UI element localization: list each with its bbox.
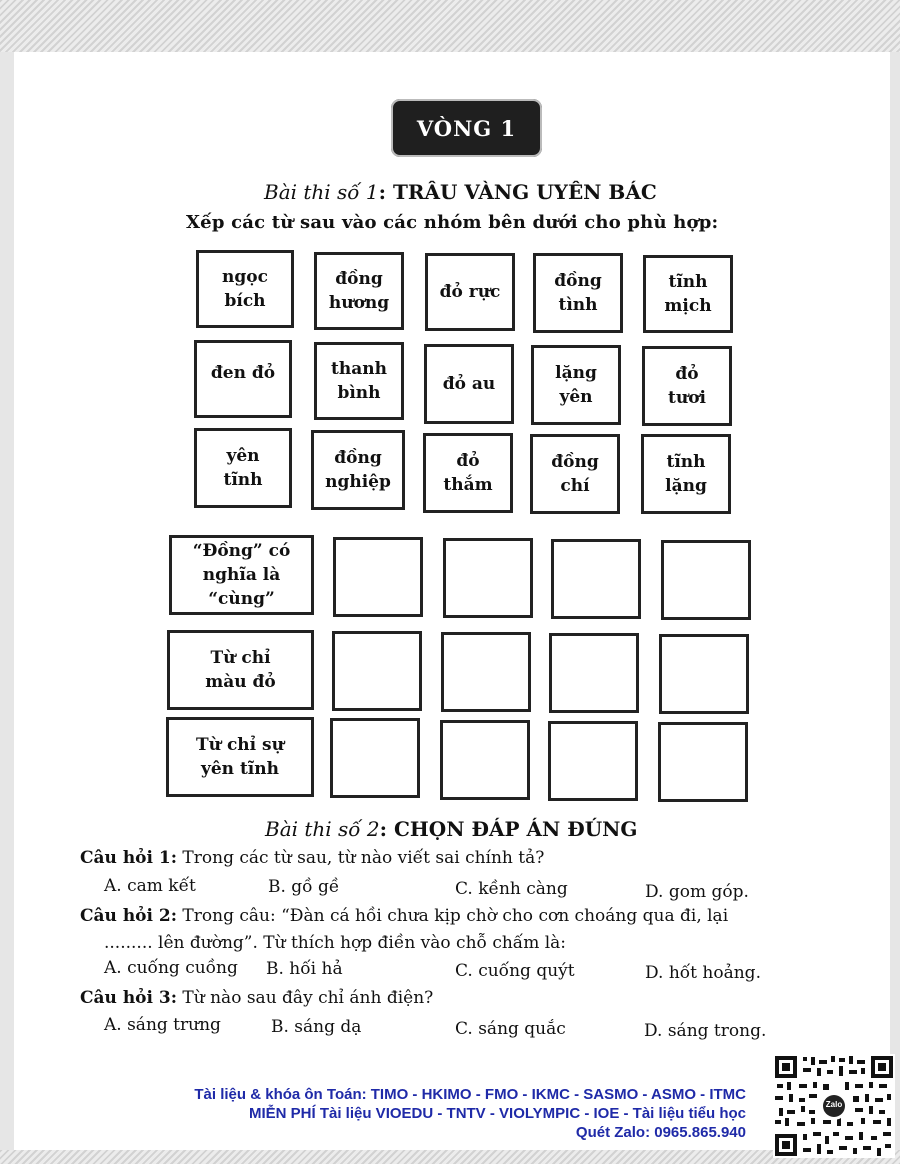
- answer-slot[interactable]: [330, 718, 420, 798]
- answer-slot[interactable]: [333, 537, 423, 617]
- scan-bottom-edge: [0, 1150, 900, 1164]
- word-card[interactable]: tĩnh mịch: [643, 255, 733, 333]
- q1-option-b[interactable]: B. gồ gề: [268, 877, 340, 897]
- word-card[interactable]: yên tĩnh: [194, 428, 292, 508]
- q3-option-a[interactable]: A. sáng trưng: [104, 1015, 221, 1035]
- q2-option-a[interactable]: A. cuống cuồng: [104, 958, 238, 978]
- zalo-logo-label: Zalo: [825, 1100, 843, 1109]
- word-card[interactable]: đồng hương: [314, 252, 404, 330]
- question-2-line2: ......... lên đường”. Từ thích hợp điền vào chỗ chấm là:: [104, 933, 567, 953]
- word-card[interactable]: đồng tình: [533, 253, 623, 333]
- word-card[interactable]: tĩnh lặng: [641, 434, 731, 514]
- word-card[interactable]: đỏ rực: [425, 253, 515, 331]
- word-card[interactable]: đen đỏ: [194, 340, 292, 418]
- promo-line-2: MIỄN PHÍ Tài liệu VIOEDU - TNTV - VIOLYMPIC - IOE - Tài liệu tiểu học: [249, 1105, 746, 1122]
- answer-slot[interactable]: [548, 721, 638, 801]
- q2-option-c[interactable]: C. cuống quýt: [455, 961, 575, 981]
- scan-top-edge: [0, 0, 900, 52]
- group-label-dong: “Đồng” có nghĩa là “cùng”: [169, 535, 314, 615]
- answer-slot[interactable]: [332, 631, 422, 711]
- word-card[interactable]: đồng chí: [530, 434, 620, 514]
- q3-option-c[interactable]: C. sáng quắc: [455, 1019, 566, 1039]
- answer-slot[interactable]: [551, 539, 641, 619]
- group-label-quiet: Từ chỉ sự yên tĩnh: [166, 717, 314, 797]
- answer-slot[interactable]: [658, 722, 748, 802]
- zalo-qr-code[interactable]: [773, 1054, 895, 1158]
- test2-title: Bài thi số 2: CHỌN ĐÁP ÁN ĐÚNG: [265, 817, 638, 841]
- round-badge: VÒNG 1: [391, 99, 542, 157]
- q1-option-d[interactable]: D. gom góp.: [645, 882, 749, 902]
- word-card[interactable]: thanh bình: [314, 342, 404, 420]
- answer-slot[interactable]: [443, 538, 533, 618]
- group-label-red: Từ chỉ màu đỏ: [167, 630, 314, 710]
- word-card[interactable]: đỏ tươi: [642, 346, 732, 426]
- q3-option-b[interactable]: B. sáng dạ: [271, 1017, 362, 1037]
- promo-line-3: Quét Zalo: 0965.865.940: [575, 1124, 746, 1141]
- answer-slot[interactable]: [661, 540, 751, 620]
- q2-option-d[interactable]: D. hốt hoảng.: [645, 963, 761, 983]
- question-1: Câu hỏi 1: Trong các từ sau, từ nào viết sai chính tả?: [80, 848, 545, 868]
- word-card[interactable]: ngọc bích: [196, 250, 294, 328]
- q3-option-d[interactable]: D. sáng trong.: [644, 1021, 767, 1041]
- promo-line-1: Tài liệu & khóa ôn Toán: TIMO - HKIMO - FMO - IKMC - SASMO - ASMO - ITMC: [194, 1086, 746, 1103]
- q2-option-b[interactable]: B. hối hả: [266, 959, 343, 979]
- question-2: Câu hỏi 2: Trong câu: “Đàn cá hồi chưa kịp chờ cho cơn choáng qua đi, lại: [80, 906, 729, 926]
- answer-slot[interactable]: [659, 634, 749, 714]
- test1-title: Bài thi số 1: TRÂU VÀNG UYÊN BÁC: [264, 180, 657, 204]
- answer-slot[interactable]: [441, 632, 531, 712]
- answer-slot[interactable]: [440, 720, 530, 800]
- question-3: Câu hỏi 3: Từ nào sau đây chỉ ánh điện?: [80, 988, 434, 1008]
- word-card[interactable]: lặng yên: [531, 345, 621, 425]
- word-card[interactable]: đỏ au: [424, 344, 514, 424]
- q1-option-c[interactable]: C. kềnh càng: [455, 879, 568, 899]
- test1-instruction: Xếp các từ sau vào các nhóm bên dưới cho phù hợp:: [186, 212, 719, 233]
- answer-slot[interactable]: [549, 633, 639, 713]
- word-card[interactable]: đồng nghiệp: [311, 430, 405, 510]
- q1-option-a[interactable]: A. cam kết: [104, 876, 196, 896]
- word-card[interactable]: đỏ thắm: [423, 433, 513, 513]
